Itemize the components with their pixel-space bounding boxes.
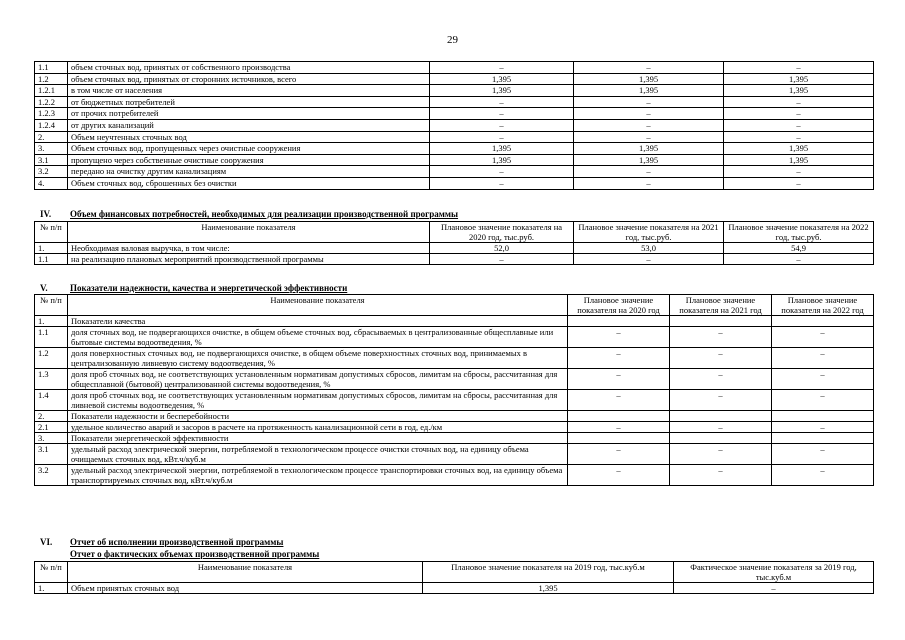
table-row [35,62,874,74]
row-number: 1.1 [35,254,68,265]
volume-table [34,61,874,190]
column-header: Наименование показателя [68,295,568,316]
row-number: 1. [35,243,68,254]
row-label: объем сточных вод, принятых от сторонних источников, всего [68,73,430,85]
table-row [35,348,874,369]
row-value: – [670,327,772,348]
row-label: удельный расход электрической энергии, потребляемой в технологическом процессе транспортировки сточных вод, на единицу объема транспортируемых сточных вод, кВт.ч/куб.м [68,465,568,486]
row-value: – [670,422,772,433]
table-row [35,96,874,108]
finance-table [34,221,874,265]
reliability-table-body [35,316,874,486]
row-value: – [574,108,724,120]
row-value: – [772,390,874,411]
report-table-body [35,583,874,594]
table-row [35,85,874,97]
reliability-table-head [35,295,874,316]
column-header: Плановое значение показателя на 2020 год, тыс.руб. [430,222,574,243]
volume-table-body [35,62,874,190]
table-row [35,177,874,189]
header-row [35,222,874,243]
row-value: – [568,465,670,486]
row-value: – [574,96,724,108]
table-row [35,131,874,143]
row-value: – [670,465,772,486]
row-label: Объем неучтенных сточных вод [68,131,430,143]
row-value: – [568,422,670,433]
row-value: – [724,62,874,74]
row-value: 1,395 [724,85,874,97]
row-value [772,411,874,422]
row-label: Объем принятых сточных вод [68,583,423,594]
row-number: 1. [35,316,68,327]
row-number: 3.1 [35,154,68,166]
row-value: 53,0 [574,243,724,254]
row-number: 4. [35,177,68,189]
row-value: – [724,254,874,265]
row-value: 1,395 [430,143,574,155]
table-row [35,422,874,433]
row-label: от бюджетных потребителей [68,96,430,108]
row-label: доля проб сточных вод, не соответствующих установленным нормативам допустимых сбросов, лимитам на сбросы, рассчитанная для общесплавной (бытовой) централизованной системы водоотведения, % [68,369,568,390]
row-number: 1.4 [35,390,68,411]
row-value: – [772,348,874,369]
table-row [35,254,874,265]
row-value: – [724,177,874,189]
row-value: – [772,444,874,465]
row-value: – [430,62,574,74]
row-label: Показатели надежности и бесперебойности [68,411,568,422]
row-label: передано на очистку другим канализациям [68,166,430,178]
table-row [35,108,874,120]
row-value: 1,395 [430,85,574,97]
column-header: Плановое значение показателя на 2019 год, тыс.куб.м [423,562,674,583]
row-value: – [574,62,724,74]
row-value: – [568,390,670,411]
row-value: – [772,465,874,486]
section-5-number: V. [40,283,48,293]
row-number: 3.2 [35,166,68,178]
table-row [35,433,874,444]
row-label: объем сточных вод, принятых от собственного производства [68,62,430,74]
row-label: Показатели энергетической эффективности [68,433,568,444]
column-header: № п/п [35,295,68,316]
row-value: – [574,119,724,131]
reliability-table [34,294,874,486]
row-value: – [574,131,724,143]
row-value [568,316,670,327]
section-4-heading [40,209,458,220]
column-header: Плановое значение показателя на 2022 год, тыс.руб. [724,222,874,243]
finance-table-head [35,222,874,243]
table-row [35,166,874,178]
row-label: Показатели качества [68,316,568,327]
row-number: 1.2 [35,348,68,369]
row-number: 1.2.2 [35,96,68,108]
row-label: доля поверхностных сточных вод, не подвергающихся очистке, в общем объеме поверхностных сточных вод, принимаемых в централизованную ливневую систему водоотведения, % [68,348,568,369]
column-header: Фактическое значение показателя за 2019 год, тыс.куб.м [674,562,874,583]
section-6-title: Отчет об исполнении производственной программы [70,537,284,547]
row-label: от других канализаций [68,119,430,131]
section-6-subtitle: Отчет о фактических объемах производственной программы [70,549,320,559]
section-6-subheading [70,549,319,560]
row-value: 54,9 [724,243,874,254]
row-number: 1.1 [35,327,68,348]
column-header: № п/п [35,222,68,243]
section-5-heading [40,283,347,294]
table-row [35,444,874,465]
section-6-number: VI. [40,537,53,547]
row-value: 1,395 [724,73,874,85]
table-row [35,390,874,411]
row-label: пропущено через собственные очистные сооружения [68,154,430,166]
row-value [772,433,874,444]
row-value: – [574,254,724,265]
row-value: – [574,166,724,178]
row-value: 1,395 [430,154,574,166]
row-value: – [670,390,772,411]
row-number: 1. [35,583,68,594]
column-header: Плановое значение показателя на 2020 год [568,295,670,316]
row-label: удельный расход электрической энергии, потребляемой в технологическом процессе очистки сточных вод, на единицу объема очищаемых сточных вод, кВт.ч/куб.м [68,444,568,465]
header-row [35,295,874,316]
header-row [35,562,874,583]
table-row [35,411,874,422]
row-value: – [670,369,772,390]
row-value: – [724,119,874,131]
row-value: 52,0 [430,243,574,254]
table-row [35,316,874,327]
row-value: 1,395 [574,154,724,166]
section-4-number: IV. [40,209,52,219]
table-row [35,243,874,254]
column-header: № п/п [35,562,68,583]
row-value: – [430,166,574,178]
table-row [35,143,874,155]
row-value: – [568,348,670,369]
row-label: на реализацию плановых мероприятий производственной программы [68,254,430,265]
row-value: – [772,327,874,348]
row-value: – [724,131,874,143]
row-value: – [670,444,772,465]
row-number: 3.2 [35,465,68,486]
row-value: – [430,108,574,120]
row-label: удельное количество аварий и засоров в расчете на протяженность канализационной сети в год, ед./км [68,422,568,433]
row-value: – [670,348,772,369]
report-table-head [35,562,874,583]
row-value: – [674,583,874,594]
row-number: 1.3 [35,369,68,390]
column-header: Плановое значение показателя на 2021 год, тыс.руб. [574,222,724,243]
section-6-heading [40,537,283,548]
table-row [35,154,874,166]
report-table [34,561,874,594]
row-value: – [724,166,874,178]
row-label: от прочих потребителей [68,108,430,120]
table-row [35,73,874,85]
row-value [670,411,772,422]
row-value: – [430,119,574,131]
table-row [35,327,874,348]
row-value: – [568,444,670,465]
row-number: 1.2.4 [35,119,68,131]
row-value: – [574,177,724,189]
row-number: 3. [35,143,68,155]
row-value: – [430,177,574,189]
row-number: 1.2.1 [35,85,68,97]
row-value [670,433,772,444]
row-value: – [430,254,574,265]
row-label: доля проб сточных вод, не соответствующих установленным нормативам допустимых сбросов, лимитам на сбросы, рассчитанная для ливневой системы водоотведения, % [68,390,568,411]
row-value: 1,395 [724,143,874,155]
row-number: 1.2 [35,73,68,85]
row-value: – [568,327,670,348]
row-value: 1,395 [574,73,724,85]
column-header: Наименование показателя [68,562,423,583]
row-value: – [724,96,874,108]
row-value [772,316,874,327]
row-number: 2.1 [35,422,68,433]
row-value: – [430,96,574,108]
finance-table-body [35,243,874,265]
row-number: 3. [35,433,68,444]
row-label: Объем сточных вод, пропущенных через очистные сооружения [68,143,430,155]
row-value: – [568,369,670,390]
table-row [35,119,874,131]
column-header: Плановое значение показателя на 2022 год [772,295,874,316]
row-label: Объем сточных вод, сброшенных без очистки [68,177,430,189]
table-row [35,369,874,390]
section-5-title: Показатели надежности, качества и энергетической эффективности [70,283,348,293]
table-row [35,583,874,594]
row-value [670,316,772,327]
row-number: 1.2.3 [35,108,68,120]
row-value: 1,395 [430,73,574,85]
column-header: Наименование показателя [68,222,430,243]
row-number: 2. [35,411,68,422]
row-number: 2. [35,131,68,143]
column-header: Плановое значение показателя на 2021 год [670,295,772,316]
row-value [568,411,670,422]
page-number: 29 [447,34,458,46]
row-value: – [772,369,874,390]
row-label: доля сточных вод, не подвергающихся очистке, в общем объеме сточных вод, сбрасываемых в централизованные общесплавные или бытовые системы водоотведения, % [68,327,568,348]
row-value: – [724,108,874,120]
row-number: 3.1 [35,444,68,465]
section-4-title: Объем финансовых потребностей, необходимых для реализации производственной программы [70,209,459,219]
row-value [568,433,670,444]
row-label: Необходимая валовая выручка, в том числе: [68,243,430,254]
row-value: 1,395 [724,154,874,166]
row-label: в том числе от населения [68,85,430,97]
table-row [35,465,874,486]
row-value: – [772,422,874,433]
row-value: – [430,131,574,143]
row-value: 1,395 [423,583,674,594]
row-value: 1,395 [574,85,724,97]
row-value: 1,395 [574,143,724,155]
row-number: 1.1 [35,62,68,74]
